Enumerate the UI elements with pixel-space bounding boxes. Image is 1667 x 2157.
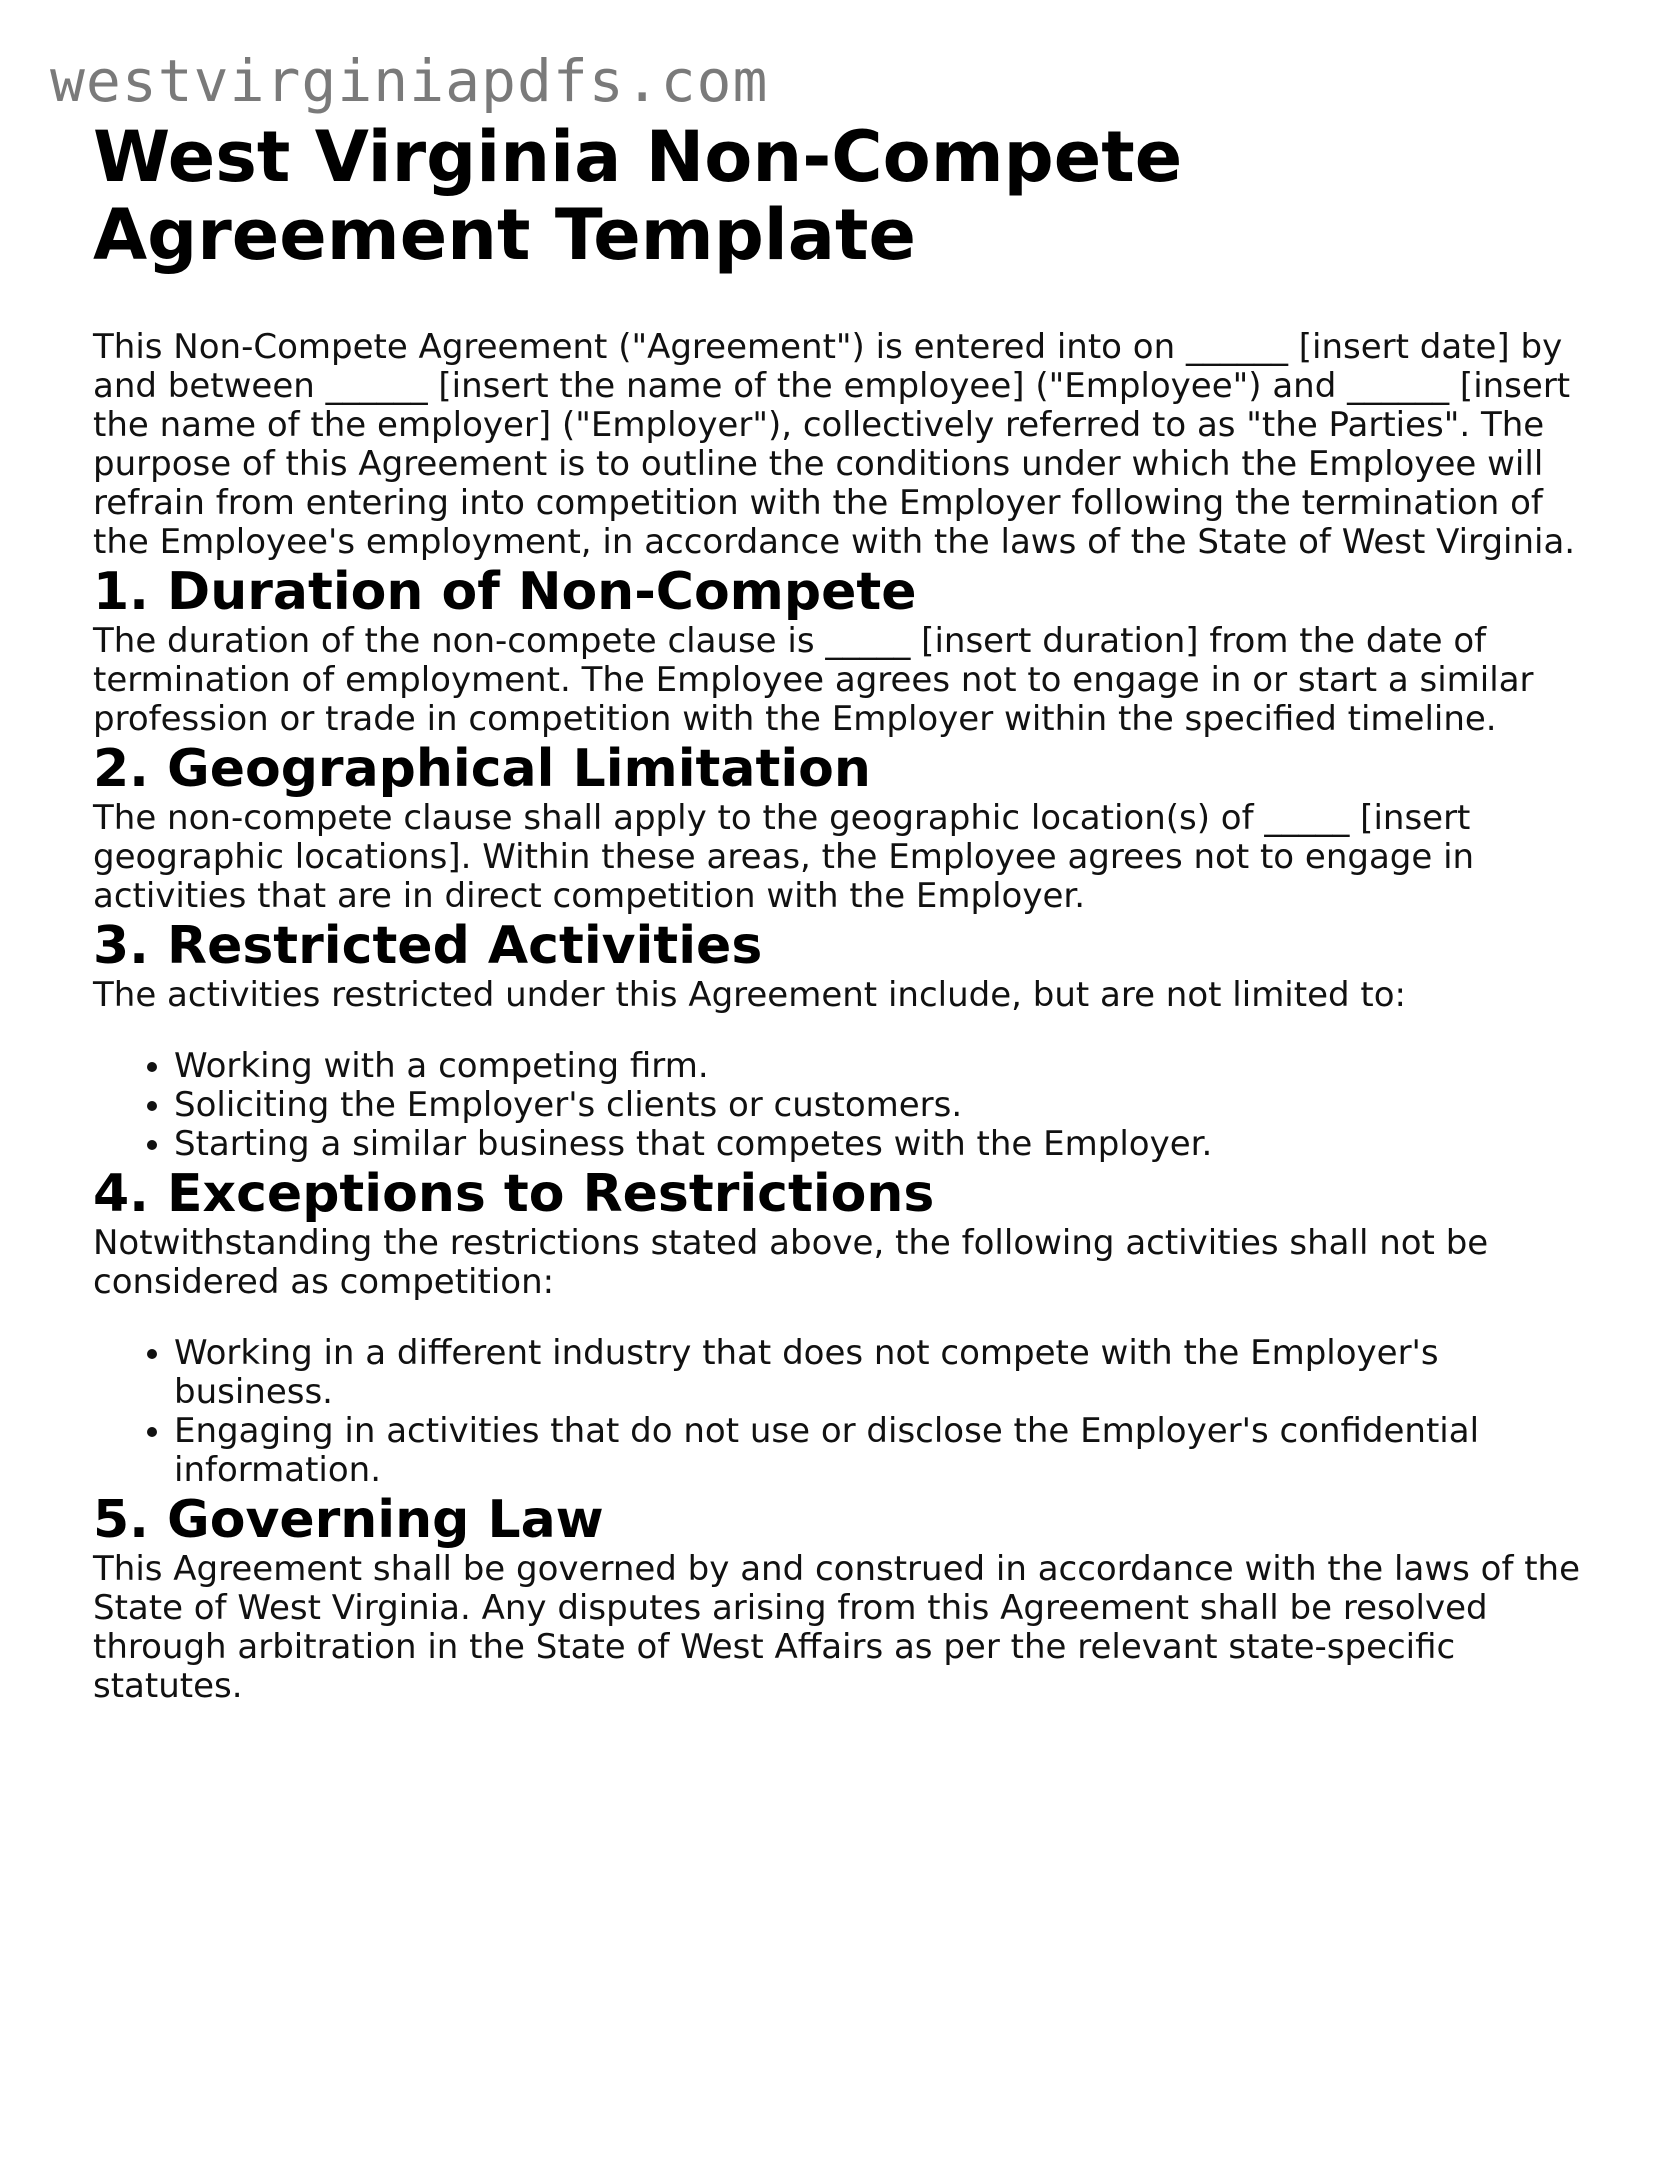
section-heading: 2. Geographical Limitation (93, 739, 871, 799)
document-page (93, 118, 1593, 1706)
section-duration (93, 562, 1593, 739)
bullet-list (93, 1047, 1593, 1164)
section-restricted-activities (93, 916, 1593, 1164)
section-heading: 1. Duration of Non-Compete (93, 562, 917, 622)
section-text: The duration of the non-compete clause is _____ [insert duration] from the date of termination of employment. The Employee agrees not to engage in or start a similar profession or trade in competition with the Employer within the specified timeline. (93, 621, 1534, 739)
list-item: • Working in a different industry that does not compete with the Employer's business. (174, 1334, 1593, 1412)
list-item: • Working with a competing firm. (174, 1047, 1593, 1086)
list-item: • Engaging in activities that do not use or disclose the Employer's confidential information. (174, 1412, 1593, 1490)
watermark: westvirginiapdfs.com (50, 47, 769, 115)
list-item: • Soliciting the Employer's clients or customers. (174, 1086, 1593, 1125)
section-geographical-limitation (93, 739, 1593, 916)
document-title: West Virginia Non-Compete Agreement Template (93, 116, 1183, 276)
section-heading: 4. Exceptions to Restrictions (93, 1164, 935, 1224)
section-exceptions (93, 1164, 1593, 1490)
section-text: The non-compete clause shall apply to the geographic location(s) of _____ [insert geographic locations]. Within these areas, the Employee agrees not to engage in activities that are in direct competition with the Employer. (93, 798, 1475, 916)
bullet-list (93, 1334, 1593, 1490)
intro-paragraph: This Non-Compete Agreement ("Agreement") is entered into on ______ [insert date] by and between ______ [insert the name of the employee] ("Employee") and ______ [insert the name of the employer] ("Employer"), collectively referred to as "the Parties". The purpose of this Agreement is to outline the conditions under which the Employee will refrain from entering into competition with the Employer following the termination of the Employee's employment, in accordance with the laws of the State of West Virginia. (93, 327, 1576, 562)
section-governing-law (93, 1490, 1593, 1706)
section-text: Notwithstanding the restrictions stated above, the following activities shall not be considered as competition: (93, 1223, 1489, 1302)
list-item: • Starting a similar business that competes with the Employer. (174, 1125, 1593, 1164)
section-text: This Agreement shall be governed by and construed in accordance with the laws of the State of West Virginia. Any disputes arising from this Agreement shall be resolved through arbitration in the State of West Affairs as per the relevant state-specific statutes. (93, 1549, 1581, 1706)
section-heading: 3. Restricted Activities (93, 916, 763, 976)
section-text: The activities restricted under this Agreement include, but are not limited to: (93, 975, 1406, 1015)
section-heading: 5. Governing Law (93, 1490, 604, 1550)
